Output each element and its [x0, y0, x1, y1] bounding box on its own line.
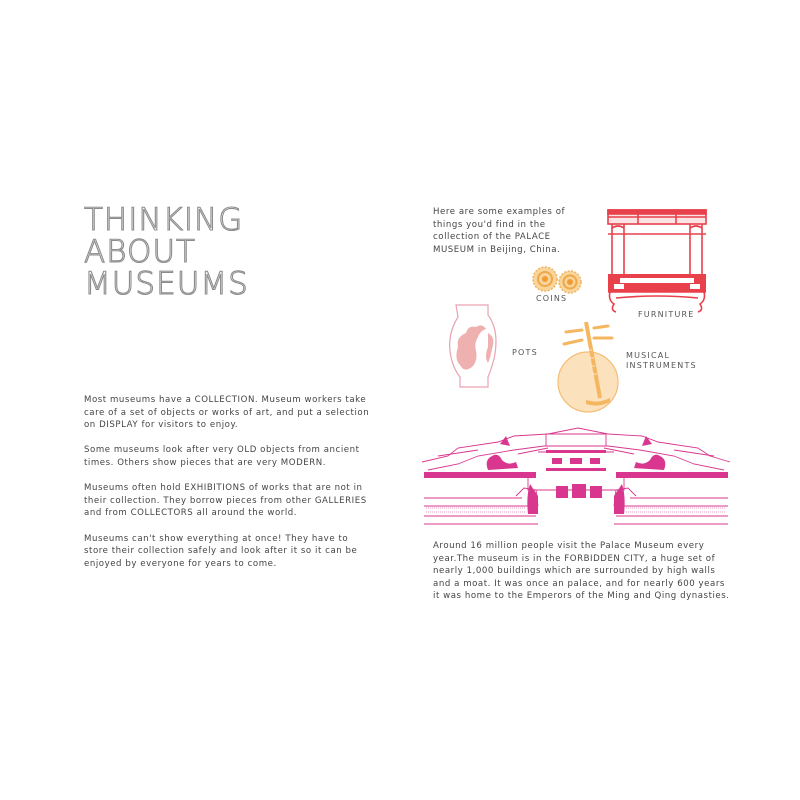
label-musical-line1: MUSICAL	[626, 351, 671, 360]
title-line: MUSEUMS	[84, 266, 249, 302]
palace-icon	[418, 426, 734, 532]
label-coins: COINS	[536, 294, 568, 303]
lute-icon	[548, 320, 628, 412]
page-title	[84, 204, 249, 300]
label-musical-instruments	[626, 351, 697, 371]
intro-text: Here are some examples of things you'd find in the collection of the PALACE MUSEUM in Beijing, China.	[433, 207, 566, 255]
title-line: THINKING	[84, 202, 244, 238]
label-furniture: FURNITURE	[638, 310, 695, 319]
body-text-column	[84, 394, 374, 583]
paragraph-exhibitions: Museums often hold EXHIBITIONS of works that are not in their collection. They borrow pieces from other GALLERIES and from COLLECTORS all around the world.	[84, 483, 367, 519]
paragraph-storage: Museums can't show everything at once! They have to store their collection safely and look after it so it can be enjoyed by everyone for years to come.	[84, 533, 358, 569]
paragraph-collection: Most museums have a COLLECTION. Museum workers take care of a set of objects or works of art, and put a selection on DISPLAY for visitors to enjoy.	[84, 395, 370, 431]
palace-caption: Around 16 million people visit the Palace Museum every year.The museum is in the FORBIDDEN CITY, a huge set of nearly 1,000 buildings which are surrounded by high walls and a moat. It was once an palace, and for nearly 600 years it was home to the Emperors of the Ming and Qing dynasties.	[433, 541, 730, 602]
label-musical-line2: INSTRUMENTS	[626, 361, 697, 370]
coin-icon	[532, 266, 582, 296]
paragraph-old-modern: Some museums look after very OLD objects from ancient times. Others show pieces that are very MODERN.	[84, 445, 360, 468]
vase-icon	[448, 303, 500, 389]
canopy-bed-icon	[606, 208, 708, 314]
title-line: ABOUT	[84, 234, 196, 270]
label-pots: POTS	[512, 348, 538, 357]
